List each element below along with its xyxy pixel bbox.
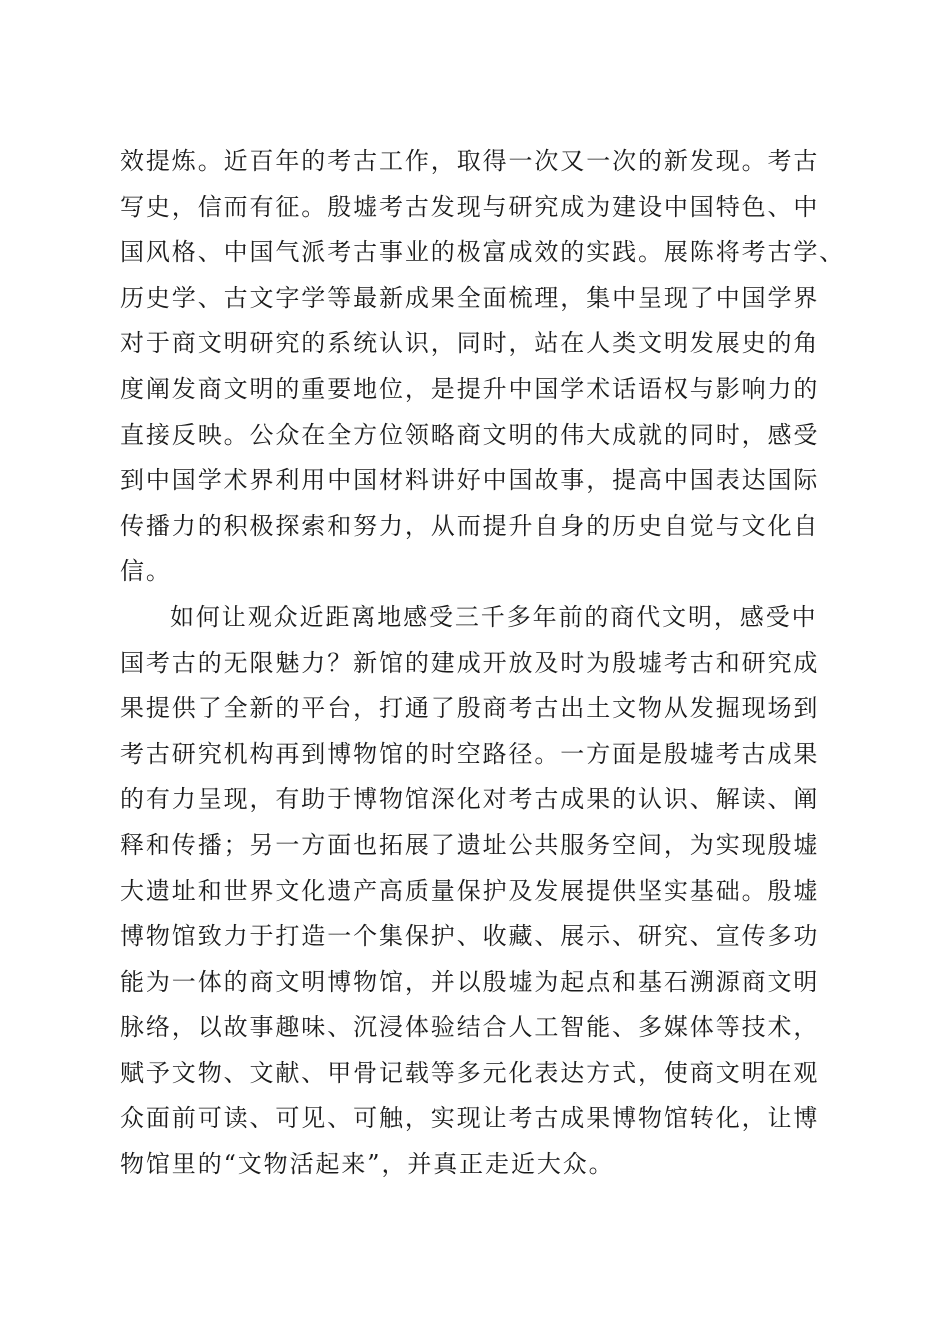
text-line: 果提供了全新的平台，打通了殷商考古出土文物从发掘现场到: [120, 694, 820, 723]
text-line: 如何让观众近距离地感受三千多年前的商代文明，感受中: [170, 602, 818, 631]
text-line: 信。: [120, 557, 172, 586]
text-line: 众面前可读、可见、可触，实现让考古成果博物馆转化，让博: [120, 1104, 820, 1133]
text-line: 效提炼。近百年的考古工作，取得一次又一次的新发现。考古: [120, 147, 820, 175]
paragraph-2: [120, 595, 860, 1188]
text-line: 国风格、中国气派考古事业的极富成效的实践。展陈将考古学、: [120, 238, 846, 267]
text-line: 赋予文物、文献、甲骨记载等多元化表达方式，使商文明在观: [120, 1058, 820, 1087]
text-line: 国考古的无限魅力？新馆的建成开放及时为殷墟考古和研究成: [120, 648, 820, 677]
text-line: 对于商文明研究的系统认识，同时，站在人类文明发展史的角: [120, 329, 820, 358]
text-line: 到中国学术界利用中国材料讲好中国故事，提高中国表达国际: [120, 466, 820, 495]
text-line: 能为一体的商文明博物馆，并以殷墟为起点和基石溯源商文明: [120, 967, 820, 996]
text-line: 博物馆致力于打造一个集保护、收藏、展示、研究、宣传多功: [120, 922, 820, 951]
text-line: 传播力的积极探索和努力，从而提升自身的历史自觉与文化自: [120, 511, 820, 540]
text-line: 写史，信而有征。殷墟考古发现与研究成为建设中国特色、中: [120, 192, 820, 221]
text-line: 脉络，以故事趣味、沉浸体验结合人工智能、多媒体等技术，: [120, 1013, 820, 1042]
text-line: 考古研究机构再到博物馆的时空路径。一方面是殷墟考古成果: [120, 739, 820, 768]
text-line: 的有力呈现，有助于博物馆深化对考古成果的认识、解读、阐: [120, 785, 820, 814]
text-line: 大遗址和世界文化遗产高质量保护及发展提供坚实基础。殷墟: [120, 876, 820, 905]
body-text: [120, 139, 860, 1188]
text-line: 释和传播；另一方面也拓展了遗址公共服务空间，为实现殷墟: [120, 830, 820, 859]
text-line: 历史学、古文字学等最新成果全面梳理，集中呈现了中国学界: [120, 283, 820, 312]
paragraph-1: [120, 139, 860, 595]
text-line: 物馆里的“文物活起来”，并真正走近大众。: [120, 1150, 615, 1179]
text-line: 直接反映。公众在全方位领略商文明的伟大成就的同时，感受: [120, 420, 820, 449]
text-line: 度阐发商文明的重要地位，是提升中国学术话语权与影响力的: [120, 374, 820, 403]
